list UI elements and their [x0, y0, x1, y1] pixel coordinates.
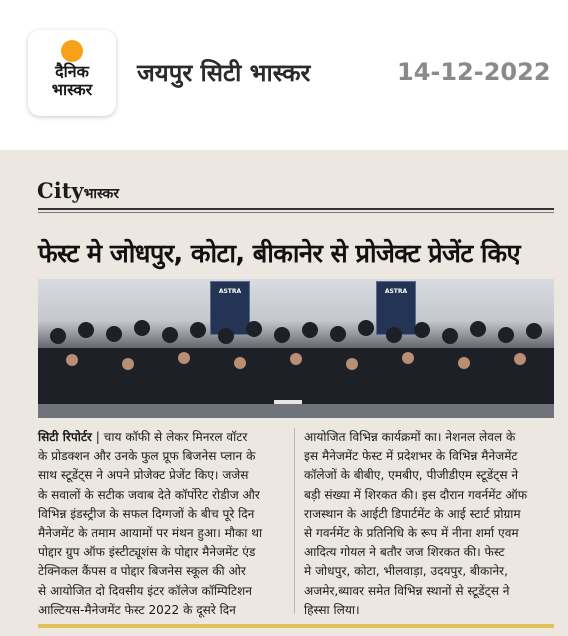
- column-divider: [294, 428, 295, 614]
- article-headline: फेस्ट मे जोधपुर, कोटा, बीकानेर से प्रोजेक्ट प्रेजेंट किए: [38, 239, 520, 269]
- section-brand: [37, 178, 119, 203]
- article-column-1: [38, 428, 288, 620]
- logo-text-top: दैनिक: [55, 62, 89, 81]
- group-photo[interactable]: [38, 279, 554, 418]
- section-divider: [38, 208, 554, 210]
- article-byline: सिटी रिपोर्टर: [38, 430, 92, 444]
- logo-text-bottom: भास्कर: [51, 80, 93, 99]
- edition-title: जयपुर सिटी भास्कर: [137, 59, 311, 87]
- app-header: [0, 0, 568, 150]
- article-body-col1: | चाय कॉफी से लेकर मिनरल वॉटर के प्रोडक्शन और उनके फुल प्रूफ बिजनेस प्लान के साथ स्टूडेंट्स ने अपने प्रोजेक्ट प्रेजेंट किए। जजेस के सवालों के सटीक जवाब देते कॉर्पोरेट रोडीज और विभिन्न इंडस्ट्रीज के सफल दिग्गजों के बीच पूरे दिन मैनेजमेंट के तमाम आयामों पर मंथन हुआ। मौका था पोद्दार ग्रुप ऑफ इंस्टीट्यूशंस के पोद्दार मैनेजमेंट एंड टेक्निकल कैंपस व पोद्दार बिजनेस स्कूल की ओर से आयोजित दो दिवसीय इंटर कॉलेज कॉम्पिटिशन आल्टियस-मैनेजमेंट फेस्ट 2022 के दूसरे दिन: [38, 430, 263, 617]
- edition-date: 14-12-2022: [397, 58, 551, 86]
- stage-floor: [38, 404, 554, 418]
- sun-icon: [61, 40, 83, 62]
- article-column-2: [304, 428, 554, 620]
- event-banner-text: ASTRA: [384, 288, 408, 295]
- article-body-col2: आयोजित विभिन्न कार्यक्रमों का। नेशनल लेवल के इस मैनेजमेंट फेस्ट में प्रदेशभर के विभिन्न मैनेजमेंट कॉलेजों के बीबीए, एमबीए, पीजीडीएम स्टूडेंट्स ने बड़ी संख्या में शिरकत की। इस दौरान गवर्नमेंट ऑफ राजस्थान के आईटी डिपार्टमेंट के आई स्टार्ट प्रोग्राम से गवर्नमेंट के प्रतिनिधि के रूप में नीना शर्मा एवम आदित्य गोयल ने बतौर जज शिरकत की। फेस्ट मे जोधपुर, कोटा, भीलवाड़ा, उदयपुर, बीकानेर, अजमेर,ब्यावर समेत विभिन्न स्थानों से स्टूडेंट्स ने हिस्सा लिया।: [304, 430, 528, 617]
- section-brand-city: City: [37, 178, 84, 203]
- dainik-bhaskar-logo[interactable]: [28, 30, 116, 116]
- section-brand-suffix: भास्कर: [83, 186, 119, 202]
- bottom-divider: [38, 624, 554, 628]
- crowd-silhouettes: [38, 308, 554, 418]
- section-divider-thin: [38, 212, 554, 213]
- event-banner-text: ASTRA: [218, 288, 242, 295]
